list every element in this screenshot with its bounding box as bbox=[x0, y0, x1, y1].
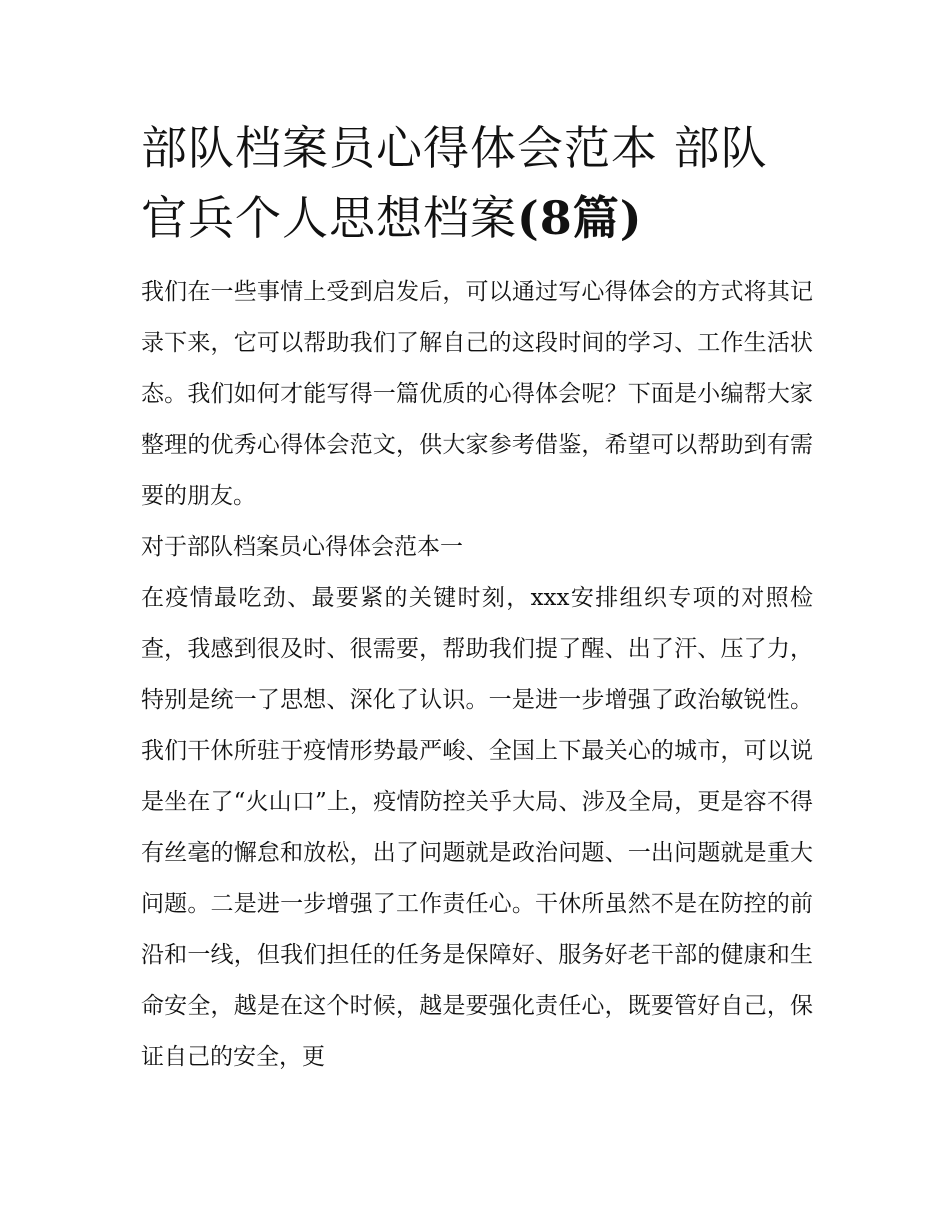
title-suffix-text: (8篇) bbox=[517, 191, 643, 245]
document-title bbox=[141, 113, 813, 253]
intro-paragraph: 我们在一些事情上受到启发后，可以通过写心得体会的方式将其记录下来，它可以帮助我们了解自己的这段时间的学习、工作生活状态。我们如何才能写得一篇优质的心得体会呢？下面是小编帮大家整理的优秀心得体会范文，供大家参考借鉴，希望可以帮助到有需要的朋友。 bbox=[141, 279, 813, 509]
body-paragraph: 在疫情最吃劲、最要紧的关键时刻，xxx安排组织专项的对照检查，我感到很及时、很需要，帮助我们提了醒、出了汗、压了力，特别是统一了思想、深化了认识。一是进一步增强了政治敏锐性。我们干休所驻于疫情形势最严峻、全国上下最关心的城市，可以说是坐在了“火山口”上，疫情防控关乎大局、涉及全局，更是容不得有丝毫的懈怠和放松，出了问题就是政治问题、一出问题就是重大问题。二是进一步增强了工作责任心。干休所虽然不是在防控的前沿和一线，但我们担任的任务是保障好、服务好老干部的健康和生命安全，越是在这个时候，越是要强化责任心，既要管好自己，保证自己的安全，更 bbox=[141, 585, 813, 1070]
document-content bbox=[141, 113, 813, 1083]
title-main-text: 部队档案员心得体会范本 部队官兵个人思想档案 bbox=[141, 121, 768, 245]
section-heading: 对于部队档案员心得体会范本一 bbox=[141, 534, 463, 560]
